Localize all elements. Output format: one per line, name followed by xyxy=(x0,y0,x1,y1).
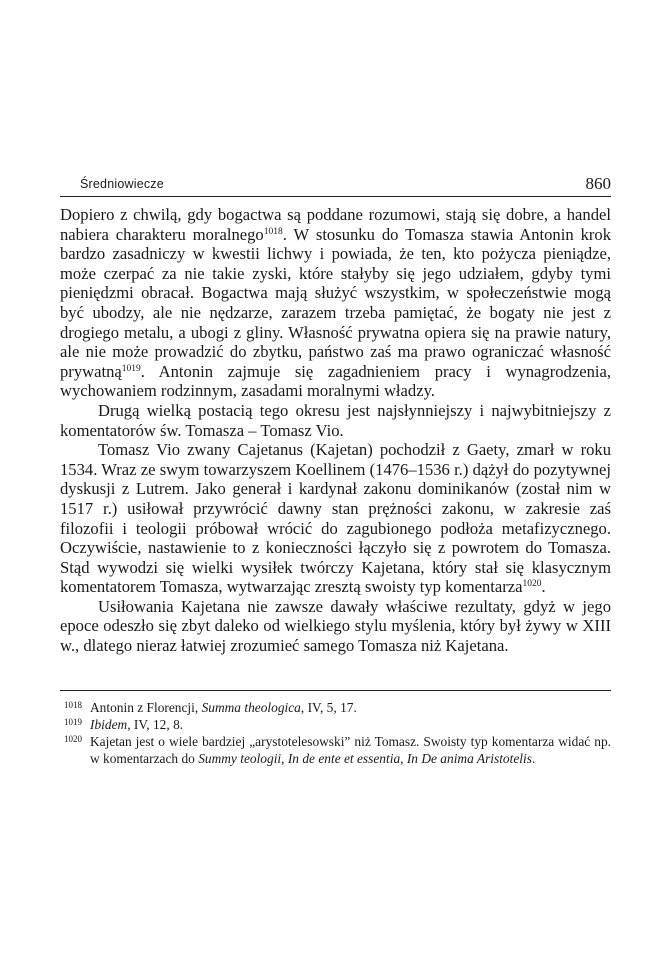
main-text xyxy=(60,205,611,656)
footnote-text: , xyxy=(281,751,288,767)
footnote-reference-1018[interactable]: 1018 xyxy=(263,226,283,237)
footnotes-divider xyxy=(60,690,611,691)
footnote-text: , IV, 12, 8. xyxy=(127,716,184,732)
footnote-1020 xyxy=(60,733,611,767)
paragraph-text: Dopiero z chwilą, gdy bogactwa są poddane rozumowi, stają się dobre, a handel nabiera charakteru moralnego xyxy=(60,205,611,244)
cited-title: Summy teologii xyxy=(198,751,282,767)
paragraph-tomasz-vio-intro: Drugą wielką postacią tego okresu jest najsłynniejszy i najwybitniejszy z komentatorów św. Tomasza – Tomasz Vio. xyxy=(60,400,611,440)
cited-title: Ibidem xyxy=(90,716,128,732)
paragraph-cajetan-results: Usiłowania Kajetana nie zawsze dawały właściwe rezultaty, gdyż w jego epoce odeszło się zbyt daleko od wielkiego stylu myślenia, który był żywy w XIII w., dlatego nieraz łatwiej zrozumieć samego Tomasza niż Kajetana. xyxy=(60,596,611,656)
footnote-number: 1020 xyxy=(64,734,82,745)
footnote-text: , xyxy=(400,751,407,767)
footnote-text: . xyxy=(531,751,536,767)
page-number: 860 xyxy=(585,174,611,193)
paragraph-cajetan-biography xyxy=(60,440,611,597)
paragraph-text: . W stosunku do Tomasza stawia Antonin krok bardzo zasadniczy w kwestii lichwy i powiada, że ten, kto pożycza pieniądze, może czerpać za nie takie zyski, które stałyby się jego udziałem, gdyby tymi pieniędzmi obracał. Bogactwa mają służyć wszystkim, w społeczeństwie mogą być ubodzy, ale nie nędzarze, zarazem trzeba pamiętać, że bogaty nie jest z drogiego metalu, a ubogi z gliny. Własność prywatna opiera się na prawie natury, ale nie może prowadzić do zbytku, państwo zaś ma prawo ograniczać własność prywatną xyxy=(60,224,611,381)
paragraph-antonin-wealth xyxy=(60,205,611,401)
paragraph-text: Tomasz Vio zwany Cajetanus (Kajetan) pochodził z Gaety, zmarł w roku 1534. Wraz ze swym towarzyszem Koellinem (1476–1536 r.) dążył do pozytywnej dyskusji z Lutrem. Jako generał i kardynał zakonu dominikanów (został nim w 1517 r.) usiłował przywrócić dawny stan prężności zakonu, w zakresie zaś filozofii i teologii próbował wrócić do zagubionego podłoża metafizycznego. Oczywiście, nastawienie to z konieczności łączyło się z powrotem do Tomasza. Stąd wywodzi się wielki wysiłek twórczy Kajetana, który stał się klasycznym komentatorem Tomasza, wytwarzając zresztą swoisty typ komentarza xyxy=(60,440,611,597)
paragraph-text: . xyxy=(541,577,546,597)
footnote-number: 1018 xyxy=(64,699,82,710)
footnote-text: , IV, 5, 17. xyxy=(300,699,357,715)
running-title: Średniowiecze xyxy=(80,177,164,191)
book-page xyxy=(60,174,611,767)
paragraph-text: . Antonin zajmuje się zagadnieniem pracy i wynagrodzenia, wychowaniem rodzinnym, zasadami moralnymi władzy. xyxy=(60,361,611,401)
cited-title: In de ente et essentia xyxy=(287,751,401,767)
cited-title: In De anima Aristotelis xyxy=(406,751,532,767)
footnote-1018 xyxy=(60,699,611,716)
footnote-reference-1019[interactable]: 1019 xyxy=(121,363,141,374)
running-header xyxy=(60,174,611,197)
footnote-text: Antonin z Florencji, xyxy=(90,699,202,715)
footnotes xyxy=(60,699,611,768)
footnote-text: Kajetan jest o wiele bardziej „arystotelesowski” niż Tomasz. Swoisty typ komentarza widać np. w komentarzach do xyxy=(90,734,611,767)
footnote-number: 1019 xyxy=(64,716,82,727)
footnote-reference-1020[interactable]: 1020 xyxy=(522,579,542,590)
footnote-1019 xyxy=(60,716,611,733)
cited-title: Summa theologica xyxy=(201,699,301,715)
